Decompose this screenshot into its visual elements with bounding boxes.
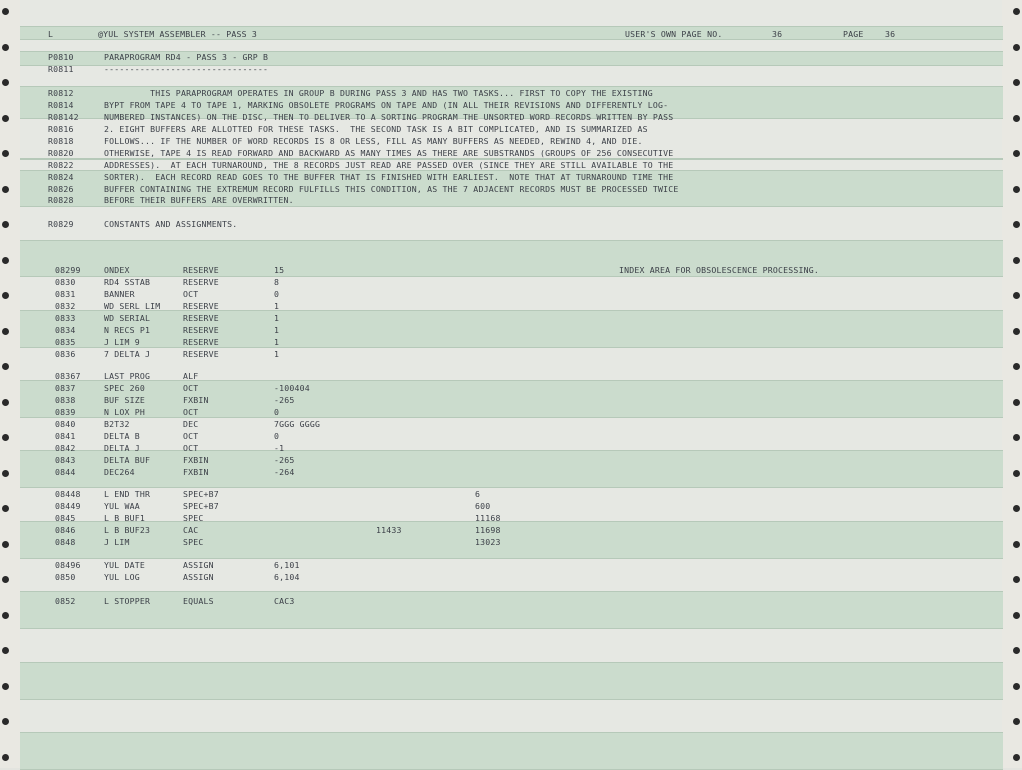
line-id: R0829 [48, 219, 74, 229]
code-op: FXBIN [183, 455, 209, 465]
tractor-hole-icon [1013, 541, 1020, 548]
green-bar [20, 450, 1003, 488]
tractor-hole-icon [1013, 576, 1020, 583]
code-val: 1 [274, 349, 280, 359]
code-val: -264 [274, 467, 295, 477]
code-comment: INDEX AREA FOR OBSOLESCENCE PROCESSING. [619, 265, 820, 275]
remark-text: FOLLOWS... IF THE NUMBER OF WORD RECORDS IS 8 OR LESS, FILL AS MANY BUFFERS AS NEEDED, REWIND 4, AND DIE. [104, 136, 643, 146]
line-id: R08142 [48, 112, 79, 122]
tractor-hole-icon [1013, 683, 1020, 690]
section-title: CONSTANTS AND ASSIGNMENTS. [104, 219, 238, 229]
tractor-hole-icon [1013, 186, 1020, 193]
green-bar [20, 380, 1003, 418]
green-bar [20, 240, 1003, 277]
code-loc: 0848 [55, 537, 76, 547]
code-op: OCT [183, 443, 199, 453]
tractor-hole-icon [1013, 399, 1020, 406]
code-op: SPEC+B7 [183, 489, 219, 499]
tractor-hole-icon [2, 612, 9, 619]
line-id: R0812 [48, 88, 74, 98]
line-id: P0810 [48, 52, 74, 62]
code-label: WD SERIAL [104, 313, 151, 323]
tractor-hole-icon [2, 754, 9, 761]
remark-text: BUFFER CONTAINING THE EXTREMUM RECORD FULFILLS THIS CONDITION, AS THE 7 ADJACENT RECORDS MUST BE PROCESSED TWICE [104, 184, 679, 194]
code-val: 6,104 [274, 572, 300, 582]
green-bar [20, 521, 1003, 559]
code-loc: 08367 [55, 371, 81, 381]
tractor-hole-icon [1013, 328, 1020, 335]
code-val: -265 [274, 455, 295, 465]
tractor-hole-icon [1013, 363, 1020, 370]
tractor-hole-icon [2, 44, 9, 51]
code-val: 7GGG GGGG [274, 419, 321, 429]
line-id: R0824 [48, 172, 74, 182]
code-label: YUL WAA [104, 501, 140, 511]
code-loc: 0845 [55, 513, 76, 523]
code-op: RESERVE [183, 277, 219, 287]
code-loc: 0834 [55, 325, 76, 335]
right-tractor-strip [1002, 0, 1022, 768]
tractor-hole-icon [2, 505, 9, 512]
code-op: RESERVE [183, 301, 219, 311]
code-label: DELTA BUF [104, 455, 151, 465]
code-op: ASSIGN [183, 560, 214, 570]
code-loc: 08448 [55, 489, 81, 499]
remark-text: 2. EIGHT BUFFERS ARE ALLOTTED FOR THESE TASKS. THE SECOND TASK IS A BIT COMPLICATED, AND IS SUMMARIZED AS [104, 124, 648, 134]
code-label: YUL DATE [104, 560, 146, 570]
code-label: L B BUF1 [104, 513, 146, 523]
code-loc: 0840 [55, 419, 76, 429]
remark-text: ADDRESSES). AT EACH TURNAROUND, THE 8 RECORDS JUST READ ARE PASSED OVER (SINCE THEY ARE STILL AVAILABLE TO THE [104, 160, 674, 170]
tractor-hole-icon [1013, 505, 1020, 512]
code-label: SPEC 260 [104, 383, 146, 393]
code-val: 1 [274, 313, 280, 323]
code-op: EQUALS [183, 596, 214, 606]
code-op: SPEC+B7 [183, 501, 219, 511]
code-loc: 0843 [55, 455, 76, 465]
tractor-hole-icon [1013, 79, 1020, 86]
code-loc: 0846 [55, 525, 76, 535]
code-label: BUF SIZE [104, 395, 146, 405]
tractor-hole-icon [2, 683, 9, 690]
code-loc: 0832 [55, 301, 76, 311]
code-op: RESERVE [183, 349, 219, 359]
code-loc: 0841 [55, 431, 76, 441]
code-loc: 08299 [55, 265, 81, 275]
code-label: LAST PROG [104, 371, 151, 381]
tractor-hole-icon [1013, 257, 1020, 264]
tractor-hole-icon [2, 221, 9, 228]
code-label: DEC264 [104, 467, 135, 477]
code-label: J LIM [104, 537, 130, 547]
page-number: 36 [885, 29, 896, 39]
tractor-hole-icon [1013, 150, 1020, 157]
code-op: ASSIGN [183, 572, 214, 582]
tractor-hole-icon [2, 399, 9, 406]
tractor-hole-icon [2, 363, 9, 370]
code-label: L B BUF23 [104, 525, 151, 535]
tractor-hole-icon [1013, 221, 1020, 228]
code-val: 11698 [475, 525, 501, 535]
code-label: WD SERL LIM [104, 301, 161, 311]
code-label: 7 DELTA J [104, 349, 151, 359]
users-page-number: 36 [772, 29, 783, 39]
line-id: R0814 [48, 100, 74, 110]
remark-text: BEFORE THEIR BUFFERS ARE OVERWRITTEN. [104, 195, 294, 205]
heading-underline: -------------------------------- [104, 64, 269, 74]
code-op: DEC [183, 419, 199, 429]
code-op: RESERVE [183, 337, 219, 347]
tractor-hole-icon [2, 8, 9, 15]
code-val: 6,101 [274, 560, 300, 570]
tractor-hole-icon [1013, 470, 1020, 477]
tractor-hole-icon [2, 470, 9, 477]
line-id: R0822 [48, 160, 74, 170]
code-val: CAC3 [274, 596, 295, 606]
code-val: -265 [274, 395, 295, 405]
code-loc: 0830 [55, 277, 76, 287]
code-val: 0 [274, 407, 280, 417]
code-val: 6 [475, 489, 481, 499]
remark-text: BYPT FROM TAPE 4 TO TAPE 1, MARKING OBSOLETE PROGRAMS ON TAPE AND (IN ALL THEIR REVISIONS AND DIFFERENTLY LOG- [104, 100, 669, 110]
tractor-hole-icon [1013, 612, 1020, 619]
code-op: RESERVE [183, 325, 219, 335]
code-val: 1 [274, 301, 280, 311]
code-label: RD4 SSTAB [104, 277, 151, 287]
code-op: RESERVE [183, 313, 219, 323]
code-op: FXBIN [183, 395, 209, 405]
tractor-hole-icon [1013, 44, 1020, 51]
code-op: RESERVE [183, 265, 219, 275]
tractor-hole-icon [2, 718, 9, 725]
code-loc: 0842 [55, 443, 76, 453]
code-label: N LOX PH [104, 407, 146, 417]
tractor-hole-icon [2, 79, 9, 86]
code-op: OCT [183, 407, 199, 417]
code-loc: 0831 [55, 289, 76, 299]
code-label: B2T32 [104, 419, 130, 429]
tractor-hole-icon [2, 186, 9, 193]
code-val: 1 [274, 325, 280, 335]
green-bar [20, 310, 1003, 348]
assembler-title: @YUL SYSTEM ASSEMBLER -- PASS 3 [98, 29, 258, 39]
code-loc: 0838 [55, 395, 76, 405]
left-tractor-strip [0, 0, 20, 768]
tractor-hole-icon [1013, 754, 1020, 761]
tractor-hole-icon [2, 150, 9, 157]
tractor-hole-icon [2, 328, 9, 335]
code-op: ALF [183, 371, 199, 381]
code-op: OCT [183, 289, 199, 299]
tractor-hole-icon [1013, 718, 1020, 725]
code-loc: 08449 [55, 501, 81, 511]
code-label: DELTA B [104, 431, 140, 441]
code-label: BANNER [104, 289, 135, 299]
green-bar [20, 662, 1003, 700]
code-label: N RECS P1 [104, 325, 151, 335]
remark-text: THIS PARAPROGRAM OPERATES IN GROUP B DURING PASS 3 AND HAS TWO TASKS... FIRST TO COPY THE EXISTING [104, 88, 653, 98]
code-loc: 0833 [55, 313, 76, 323]
tractor-hole-icon [1013, 292, 1020, 299]
line-id: R0811 [48, 64, 74, 74]
line-id: R0820 [48, 148, 74, 158]
remark-text: NUMBERED INSTANCES) ON THE DISC, THEN TO DELIVER TO A SORTING PROGRAM THE UNSORTED WORD RECORDS WRITTEN BY PASS [104, 112, 674, 122]
code-op: FXBIN [183, 467, 209, 477]
code-label: L END THR [104, 489, 151, 499]
code-loc: 0837 [55, 383, 76, 393]
tractor-hole-icon [2, 115, 9, 122]
remark-text: SORTER). EACH RECORD READ GOES TO THE BUFFER THAT IS FINISHED WITH EARLIEST. NOTE THAT AT TURNAROUND TIME THE [104, 172, 674, 182]
code-loc: 0835 [55, 337, 76, 347]
code-label: DELTA J [104, 443, 140, 453]
code-val: -100404 [274, 383, 310, 393]
remark-text: OTHERWISE, TAPE 4 IS READ FORWARD AND BACKWARD AS MANY TIMES AS THERE ARE SUBSTRANDS (GROUPS OF 256 CONSECUTIVE [104, 148, 674, 158]
code-val: 15 [274, 265, 285, 275]
side-mark: L [48, 29, 54, 39]
code-op: CAC [183, 525, 199, 535]
code-label: YUL LOG [104, 572, 140, 582]
tractor-hole-icon [1013, 115, 1020, 122]
tractor-hole-icon [2, 292, 9, 299]
code-op: OCT [183, 383, 199, 393]
code-loc: 0844 [55, 467, 76, 477]
code-op: SPEC [183, 537, 204, 547]
code-loc: 0836 [55, 349, 76, 359]
tractor-hole-icon [1013, 647, 1020, 654]
line-id: R0828 [48, 195, 74, 205]
tractor-hole-icon [2, 257, 9, 264]
code-val: 0 [274, 289, 280, 299]
line-id: R0826 [48, 184, 74, 194]
code-val: 13023 [475, 537, 501, 547]
code-val: 0 [274, 431, 280, 441]
code-label: J LIM 9 [104, 337, 140, 347]
code-addr: 11433 [376, 525, 402, 535]
line-id: R0818 [48, 136, 74, 146]
program-heading: PARAPROGRAM RD4 - PASS 3 - GRP B [104, 52, 269, 62]
code-val: 11168 [475, 513, 501, 523]
code-label: ONDEX [104, 265, 130, 275]
page-label: PAGE [843, 29, 864, 39]
code-val: -1 [274, 443, 285, 453]
code-loc: 0850 [55, 572, 76, 582]
code-loc: 0839 [55, 407, 76, 417]
tractor-hole-icon [2, 647, 9, 654]
code-loc: 0852 [55, 596, 76, 606]
tractor-hole-icon [1013, 434, 1020, 441]
code-loc: 08496 [55, 560, 81, 570]
code-val: 1 [274, 337, 280, 347]
green-bar [20, 591, 1003, 629]
green-bar [20, 732, 1003, 770]
code-op: OCT [183, 431, 199, 441]
code-label: L STOPPER [104, 596, 151, 606]
tractor-hole-icon [2, 434, 9, 441]
users-page-label: USER'S OWN PAGE NO. [625, 29, 723, 39]
code-op: SPEC [183, 513, 204, 523]
code-val: 600 [475, 501, 491, 511]
line-id: R0816 [48, 124, 74, 134]
tractor-hole-icon [2, 541, 9, 548]
tractor-hole-icon [1013, 8, 1020, 15]
tractor-hole-icon [2, 576, 9, 583]
code-val: 8 [274, 277, 280, 287]
